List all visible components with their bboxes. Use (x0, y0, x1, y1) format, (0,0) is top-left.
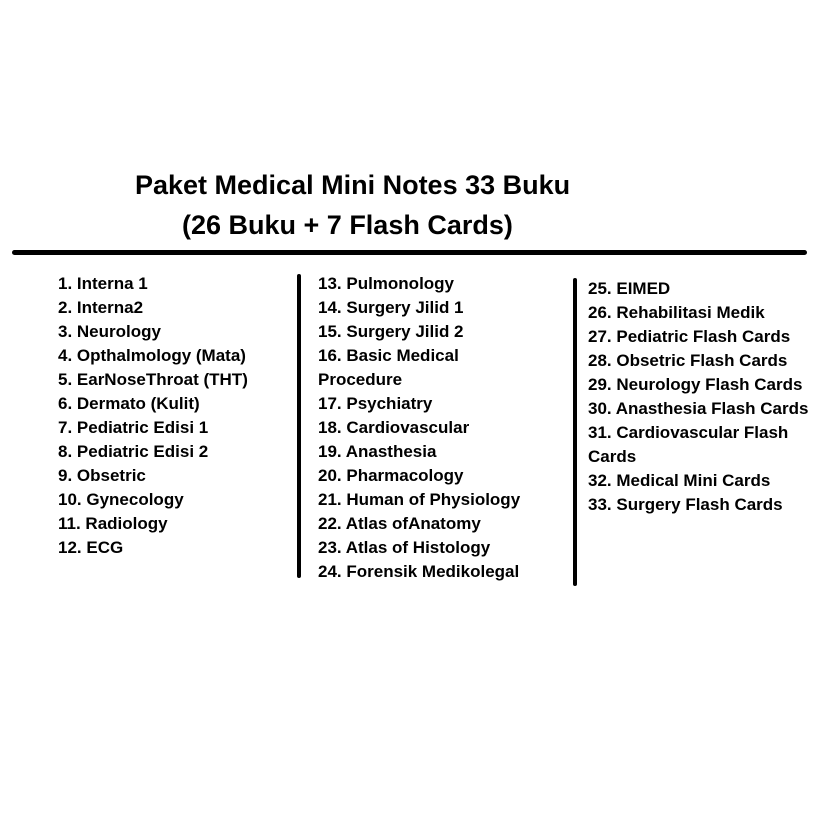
list-item: 23. Atlas of Histology (318, 538, 491, 557)
list-item: 15. Surgery Jilid 2 (318, 322, 464, 341)
column-divider (297, 274, 301, 578)
page-title: Paket Medical Mini Notes 33 Buku (135, 170, 571, 200)
list-item: 5. EarNoseThroat (THT) (58, 370, 248, 389)
header-divider (12, 250, 807, 255)
list-item: 1. Interna 1 (58, 274, 148, 293)
list-item: 22. Atlas ofAnatomy (318, 514, 481, 533)
list-item: 3. Neurology (58, 322, 161, 341)
list-item: 20. Pharmacology (318, 466, 464, 485)
list-item: 32. Medical Mini Cards (588, 471, 771, 490)
list-item: 18. Cardiovascular (318, 418, 470, 437)
list-item: 27. Pediatric Flash Cards (588, 327, 791, 346)
list-item: 6. Dermato (Kulit) (58, 394, 200, 413)
book-list-column-2 (318, 272, 563, 584)
list-item: 7. Pediatric Edisi 1 (58, 418, 209, 437)
list-item: 14. Surgery Jilid 1 (318, 298, 464, 317)
list-item: 9. Obsetric (58, 466, 146, 485)
list-item: 25. EIMED (588, 279, 671, 298)
column-divider (573, 278, 577, 586)
list-item: 33. Surgery Flash Cards (588, 495, 783, 514)
list-item: 31. Cardiovascular Flash Cards (588, 423, 789, 466)
list-item: 4. Opthalmology (Mata) (58, 346, 246, 365)
list-item: 29. Neurology Flash Cards (588, 375, 803, 394)
book-list-column-1 (58, 272, 293, 560)
list-item: 30. Anasthesia Flash Cards (588, 399, 809, 418)
list-item: 16. Basic Medical Procedure (318, 346, 459, 389)
list-item: 12. ECG (58, 538, 124, 557)
list-item: 24. Forensik Medikolegal (318, 562, 520, 581)
list-item: 13. Pulmonology (318, 274, 455, 293)
list-item: 19. Anasthesia (318, 442, 437, 461)
list-item: 21. Human of Physiology (318, 490, 521, 509)
list-item: 2. Interna2 (58, 298, 144, 317)
list-item: 17. Psychiatry (318, 394, 433, 413)
list-item: 26. Rehabilitasi Medik (588, 303, 765, 322)
list-item: 28. Obsetric Flash Cards (588, 351, 788, 370)
list-item: 10. Gynecology (58, 490, 184, 509)
list-item: 11. Radiology (58, 514, 168, 533)
list-item: 8. Pediatric Edisi 2 (58, 442, 209, 461)
page-subtitle: (26 Buku + 7 Flash Cards) (182, 210, 513, 240)
book-list-column-3 (588, 277, 818, 517)
